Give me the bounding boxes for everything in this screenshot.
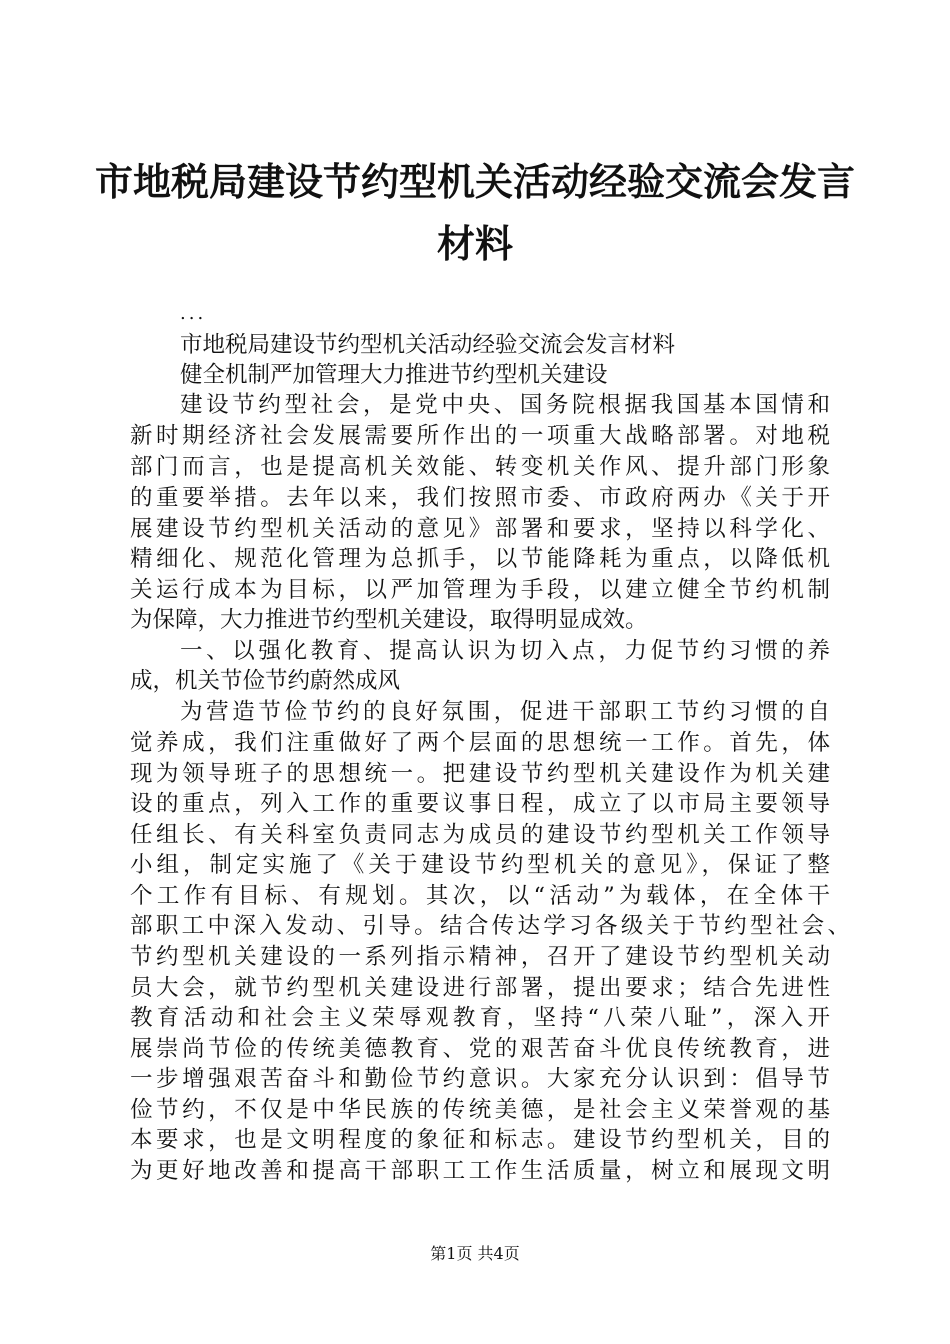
body-text-line: 的重要举措。去年以来，我们按照市委、市政府两办《关于开 (130, 485, 830, 511)
body-text-line: 小组，制定实施了《关于建设节约型机关的意见》，保证了整 (130, 852, 830, 878)
body-text-line: 员大会，就节约型机关建设进行部署，提出要求；结合先进性 (130, 975, 830, 1001)
body-text-line: 为保障，大力推进节约型机关建设，取得明显成效。 (130, 607, 648, 633)
body-text-line: 为营造节俭节约的良好氛围，促进干部职工节约习惯的自 (180, 699, 830, 725)
section-heading: 健全机制严加管理大力推进节约型机关建设 (180, 362, 608, 388)
body-text-line: 个工作有目标、有规划。其次，以“活动”为载体，在全体干 (130, 883, 830, 909)
body-text-line: 精细化、规范化管理为总抓手，以节能降耗为重点，以降低机 (130, 546, 830, 572)
body-text-line: 任组长、有关科室负责同志为成员的建设节约型机关工作领导 (130, 822, 830, 848)
body-text-line: 教育活动和社会主义荣辱观教育，坚持“八荣八耻”，深入开 (130, 1005, 830, 1031)
body-text-line: 展建设节约型机关活动的意见》部署和要求，坚持以科学化、 (130, 516, 830, 542)
body-text-line: 新时期经济社会发展需要所作出的一项重大战略部署。对地税 (130, 423, 830, 449)
body-text-line: 建设节约型社会，是党中央、国务院根据我国基本国情和 (180, 392, 830, 418)
body-text-line: 部职工中深入发动、引导。结合传达学习各级关于节约型社会、 (130, 913, 850, 939)
body-text-line: 节约型机关建设的一系列指示精神，召开了建设节约型机关动 (130, 944, 830, 970)
section-heading: 成，机关节俭节约蔚然成风 (130, 668, 401, 694)
body-text-line: 设的重点，列入工作的重要议事日程，成立了以市局主要领导 (130, 791, 830, 817)
body-text-line: 展崇尚节俭的传统美德教育、党的艰苦奋斗优良传统教育，进 (130, 1036, 830, 1062)
body-text-line: 为更好地改善和提高干部职工工作生活质量，树立和展现文明 (130, 1158, 830, 1184)
page-footer: 第1页 共4页 (430, 1244, 520, 1263)
body-text-line: 部门而言，也是提高机关效能、转变机关作风、提升部门形象 (130, 454, 830, 480)
body-text-line: 俭节约，不仅是中华民族的传统美德，是社会主义荣誉观的基 (130, 1097, 830, 1123)
body-text-line: 关运行成本为目标，以严加管理为手段，以建立健全节约机制 (130, 577, 830, 603)
document-title-line-1: 市地税局建设节约型机关活动经验交流会发言 (94, 159, 855, 204)
body-text-line: 一步增强艰苦奋斗和勤俭节约意识。大家充分认识到：倡导节 (130, 1066, 830, 1092)
body-text-line: 现为领导班子的思想统一。把建设节约型机关建设作为机关建 (130, 761, 830, 787)
document-title-line-2: 材料 (436, 221, 513, 266)
ellipsis-marker: ... (180, 303, 207, 324)
body-text-line: 本要求，也是文明程度的象征和标志。建设节约型机关，目的 (130, 1127, 830, 1153)
body-text-line: 觉养成，我们注重做好了两个层面的思想统一工作。首先，体 (130, 730, 830, 756)
section-heading: 一、以强化教育、提高认识为切入点，力促节约习惯的养 (180, 638, 830, 664)
subtitle-line: 市地税局建设节约型机关活动经验交流会发言材料 (180, 332, 676, 358)
